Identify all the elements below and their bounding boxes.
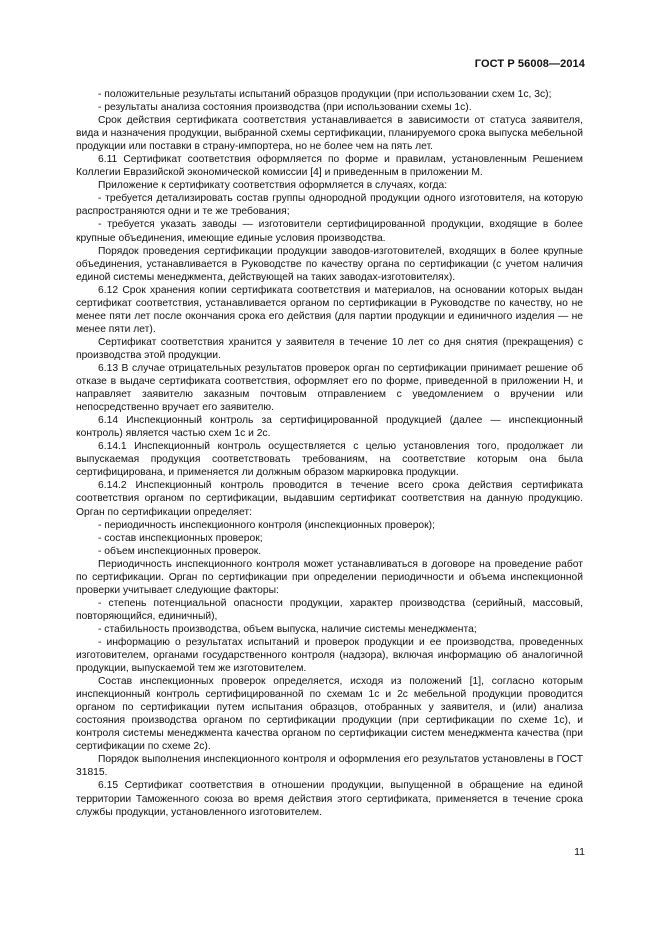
page-number: 11 <box>574 846 585 858</box>
list-item-dash: - объем инспекционных проверок. <box>98 545 262 557</box>
list-item-dash: - требуется детализировать состав группы однородной продукции одного изготовителя, на которую распространяются одни и те же требования; <box>76 193 583 218</box>
paragraph: Порядок проведения сертификации продукции заводов-изготовителей, входящих в более крупные объединения, устанавливается в Руководстве по качеству органа по сертификации (с учетом наличия единой системы менеджмента, действующей на таких заводах-изготовителях). <box>76 245 583 283</box>
document-code-header: ГОСТ Р 56008—2014 <box>474 58 585 70</box>
list-item-dash: - периодичность инспекционного контроля (инспекционных проверок); <box>98 519 435 531</box>
list-item-dash: - состав инспекционных проверок; <box>98 532 263 544</box>
list-item-dash: - стабильность производства, объем выпуска, наличие системы менеджмента; <box>98 623 477 635</box>
clause-6-14-2: 6.14.2 Инспекционный контроль проводится в течение всего срока действия сертификата соответствия органом по сертификации, выдавшим сертификат соответствия на данную продукцию. Орган по сертификации определяет: <box>76 480 583 518</box>
list-item-dash: - результаты анализа состояния производства (при использовании схемы 1с). <box>98 102 472 114</box>
list-item-dash: - информацию о результатах испытаний и проверок продукции и ее производства, проведенных изготовителем, органами государственного контроля (надзора), включая информацию об аналогичной продукции, выпускаемой тем же изготовителем. <box>76 636 583 675</box>
paragraph: Сертификат соответствия хранится у заявителя в течение 10 лет со дня снятия (прекращения) с производства этой продукции. <box>76 336 583 361</box>
list-item-dash: - требуется указать заводы — изготовители сертифицированной продукции, входящие в более крупные объединения, имеющие единые условия производства. <box>76 219 583 244</box>
clause-6-13: 6.13 В случае отрицательных результатов проверок орган по сертификации принимает решение об отказе в выдаче сертификата соответствия, оформляет его по форме, приведенной в приложении Н, и направляет заявителю заказным почтовым отправлением с уведомлением о вручении или непосредственно вручает его заявителю. <box>76 362 583 414</box>
list-item-dash: - положительные результаты испытаний образцов продукции (при использовании схем 1с, 3с); <box>98 89 552 100</box>
list-item-dash: - степень потенциальной опасности продукции, характер производства (серийный, массовый, повторяющийся, единичный), <box>76 597 583 622</box>
paragraph: Приложение к сертификату соответствия оформляется в случаях, когда: <box>98 180 448 192</box>
paragraph: Порядок выполнения инспекционного контроля и оформления его результатов установлены в ГОСТ 31815. <box>76 754 583 779</box>
document-body <box>76 88 583 819</box>
clause-6-15: 6.15 Сертификат соответствия в отношении продукции, выпущенной в обращение на единой территории Таможенного союза во время действия этого сертификата, применяется в течение срока службы продукции, установленного изготовителем. <box>76 780 583 818</box>
paragraph: Периодичность инспекционного контроля может устанавливаться в договоре на проведение работ по сертификации. Орган по сертификации при определении периодичности и объема инспекционной проверки учитывает следующие факторы: <box>76 558 583 596</box>
clause-6-14: 6.14 Инспекционный контроль за сертифицированной продукцией (далее — инспекционный контроль) является частью схем 1с и 2с. <box>76 415 583 440</box>
paragraph: Состав инспекционных проверок определяется, исходя из положений [1], согласно которым инспекционный контроль сертифицированной по схемам 1с и 2с мебельной продукции проводится органом по сертификации путем испытания образцов, отобранных у заявителя, и (или) анализа состояния производства органом по сертификации продукции (при сертификации по схеме 1с), и контроля системы менеджмента качества органом по сертификации систем менеджмента качества (при сертификации по схеме 2с). <box>76 676 583 753</box>
clause-6-14-1: 6.14.1 Инспекционный контроль осуществляется с целью установления того, продолжает ли выпускаемая продукция соответствовать требованиям, на соответствие которым она была сертифицирована, и применяется ли должным образом маркировка продукции. <box>76 441 583 479</box>
clause-6-12: 6.12 Срок хранения копии сертификата соответствия и материалов, на основании которых выдан сертификат соответствия, устанавливается органом по сертификации в Руководстве по качеству, но не менее пяти лет после окончания срока его действия (для партии продукции и единичного изделия — не менее пяти лет). <box>76 284 583 335</box>
paragraph: Срок действия сертификата соответствия устанавливается в зависимости от статуса заявителя, вида и назначения продукции, выбранной схемы сертификации, планируемого срока выпуска мебельной продукции или поставки в страну-импортера, но не более чем на пять лет. <box>76 115 583 153</box>
clause-6-11: 6.11 Сертификат соответствия оформляется по форме и правилам, установленным Решением Коллегии Евразийской экономической комиссии [4] и приведенным в приложении М. <box>76 154 583 179</box>
